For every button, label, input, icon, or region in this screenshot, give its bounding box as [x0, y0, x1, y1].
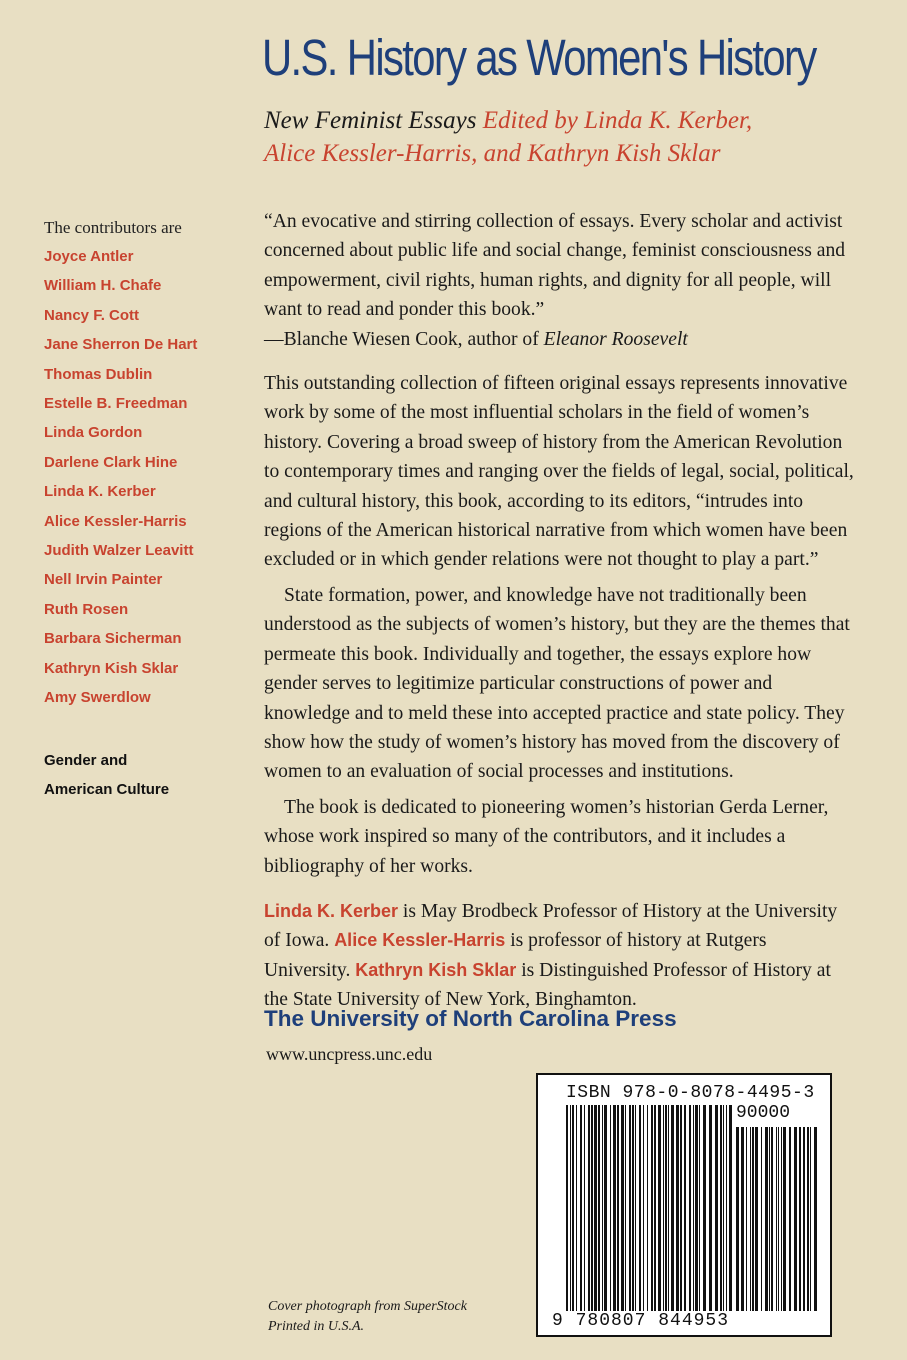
contributor-name: Barbara Sicherman	[44, 630, 182, 648]
contributor-name: Linda Gordon	[44, 424, 143, 442]
barcode-bar	[810, 1127, 811, 1311]
book-title: U.S. History as Women's History	[262, 29, 816, 86]
contributor-name: Jane Sherron De Hart	[44, 336, 198, 354]
barcode-box	[536, 1073, 832, 1337]
contributor-name: Linda K. Kerber	[44, 483, 156, 501]
contributors-sidebar	[44, 213, 244, 804]
barcode-bar	[632, 1105, 634, 1311]
subtitle-block	[264, 104, 884, 170]
barcode-bar	[580, 1105, 582, 1311]
printed-in: Printed in U.S.A.	[268, 1319, 365, 1334]
description-paragraph-1: This outstanding collection of fifteen original essays represents innovative work by some of the most influential scholars in the field of women’s history. Covering a broad sweep of history from the American Revolution to contemporary times and ranging over the fields of legal, social, political, and cultural history, this book, according to its editors, “intrudes into regions of the American historical narrative from which women have been excluded or in which gender relations were not thought to play a part.”	[264, 373, 854, 571]
barcode-bar	[621, 1105, 624, 1311]
blurb-attribution	[264, 325, 854, 354]
contributor-name: Nancy F. Cott	[44, 306, 140, 324]
barcode-bar	[658, 1105, 661, 1311]
barcode-main-bars	[566, 1105, 732, 1311]
barcode-bar	[752, 1127, 754, 1311]
barcode-bar	[566, 1105, 568, 1311]
barcode-bar	[572, 1105, 574, 1311]
barcode-bar	[598, 1105, 600, 1311]
contributor-name: Kathryn Kish Sklar	[44, 659, 179, 677]
contributor-name: Judith Walzer Leavitt	[44, 542, 194, 560]
editors-line-2: Alice Kessler-Harris, and Kathryn Kish Sklar	[264, 140, 721, 167]
barcode-bar	[703, 1105, 706, 1311]
contributor-name: Amy Swerdlow	[44, 689, 151, 707]
barcode-bar	[617, 1105, 619, 1311]
barcode-bar	[799, 1127, 801, 1311]
barcode-bar	[771, 1127, 773, 1311]
barcode-bar	[746, 1127, 747, 1311]
barcode-bar	[588, 1105, 590, 1311]
barcode-bar	[684, 1105, 686, 1311]
barcode-bar	[693, 1105, 694, 1311]
publisher-url[interactable]: www.uncpress.unc.edu	[266, 1044, 433, 1064]
barcode-bar	[594, 1105, 597, 1311]
barcode-bar	[709, 1105, 712, 1311]
barcode-bar	[680, 1105, 682, 1311]
bio-text-2: is professor of history at Rutgers University.	[264, 930, 767, 981]
bio-name-1: Linda K. Kerber	[264, 900, 399, 921]
contributor-name: Darlene Clark Hine	[44, 453, 178, 471]
contributor-name: William H. Chafe	[44, 277, 162, 295]
barcode-bar	[651, 1105, 653, 1311]
barcode-bar	[736, 1127, 739, 1311]
barcode-bar	[783, 1127, 786, 1311]
barcode-bar	[643, 1105, 644, 1311]
barcode-bar	[647, 1105, 648, 1311]
contributor-name: Thomas Dublin	[44, 365, 153, 383]
bio-name-3: Kathryn Kish Sklar	[355, 959, 517, 980]
barcode-bar	[803, 1127, 805, 1311]
barcode-addon-bars	[736, 1127, 820, 1311]
bio-text-3: is Distinguished Professor of History at the State University of New York, Binghamton.	[264, 959, 831, 1011]
barcode-bar	[676, 1105, 679, 1311]
series-name	[44, 746, 244, 804]
barcode-bar	[639, 1105, 641, 1311]
editors-line-1: Edited by Linda K. Kerber,	[482, 107, 753, 134]
barcode-digits: 9 780807 844953	[552, 1311, 730, 1331]
description-paragraph-3: The book is dedicated to pioneering women’s historian Gerda Lerner, whose work inspired so many of the contributors, and it includes a bibliography of her works.	[264, 796, 829, 877]
barcode-bar	[654, 1105, 656, 1311]
barcode-bar	[715, 1105, 718, 1311]
description-paragraph-2: State formation, power, and knowledge have not traditionally been understood as the subjects of women’s history, but they are the themes that permeate this book. Individually and together, the essays explore how gender serves to legitimize particular constructions of power and knowledge and to meld these into accepted practice and state policy. They show how the study of women’s history has moved from the discovery of women to an evaluation of social processes and institutions.	[264, 584, 850, 783]
contributor-name: Joyce Antler	[44, 248, 134, 265]
blurb	[264, 207, 854, 354]
main-text	[264, 207, 854, 1015]
blurb-quote: “An evocative and stirring collection of essays. Every scholar and activist concerned about public life and social change, feminist consciousness and empowerment, civil rights, human rights, and dignity for all people, will want to read and ponder this book.”	[264, 211, 846, 321]
barcode-bar	[689, 1105, 691, 1311]
contributors-intro: The contributors are	[44, 218, 182, 237]
barcode-bar	[761, 1127, 762, 1311]
contributor-name: Nell Irvin Painter	[44, 571, 163, 589]
barcode-bar	[591, 1105, 593, 1311]
contributor-name: Alice Kessler-Harris	[44, 512, 187, 530]
contributor-name: Ruth Rosen	[44, 600, 129, 618]
barcode-bar	[635, 1105, 636, 1311]
barcode-bar	[723, 1105, 724, 1311]
barcode-bar	[778, 1127, 779, 1311]
barcode-bar	[668, 1105, 669, 1311]
barcode-bar	[794, 1127, 797, 1311]
barcode-bar	[769, 1127, 770, 1311]
barcode-bar	[729, 1105, 732, 1311]
series-line-1: Gender and	[44, 751, 128, 769]
credits	[268, 1297, 467, 1337]
barcode-bar	[613, 1105, 616, 1311]
cover-photo-credit: Cover photograph from SuperStock	[268, 1299, 467, 1314]
barcode-bar	[781, 1127, 782, 1311]
price-code: 90000	[736, 1103, 791, 1123]
barcode-bar	[629, 1105, 631, 1311]
barcode-bar	[602, 1105, 603, 1311]
bio-name-2: Alice Kessler-Harris	[334, 930, 506, 951]
publisher-name: The University of North Carolina Press	[264, 1006, 677, 1031]
barcode-bar	[665, 1105, 667, 1311]
barcode-bar	[576, 1105, 577, 1311]
barcode-bar	[789, 1127, 791, 1311]
barcode-bar	[699, 1105, 700, 1311]
barcode-bar	[671, 1105, 674, 1311]
barcode-bar	[570, 1105, 571, 1311]
barcode-bar	[765, 1127, 768, 1311]
barcode-bar	[610, 1105, 611, 1311]
barcode-bar	[755, 1127, 758, 1311]
attribution-work: Eleanor Roosevelt	[543, 328, 688, 350]
barcode-bar	[625, 1105, 626, 1311]
barcode-bar	[584, 1105, 585, 1311]
barcode-bar	[750, 1127, 751, 1311]
barcode-bar	[814, 1127, 817, 1311]
subtitle: New Feminist Essays	[264, 107, 477, 134]
barcode-bar	[741, 1127, 744, 1311]
attribution-prefix: —Blanche Wiesen Cook, author of	[264, 328, 544, 350]
editor-bios	[264, 897, 854, 1015]
barcode-bar	[720, 1105, 722, 1311]
barcode-bar	[726, 1105, 727, 1311]
contributor-name: Estelle B. Freedman	[44, 395, 188, 413]
series-line-2: American Culture	[44, 780, 170, 798]
barcode-bar	[604, 1105, 607, 1311]
isbn-text: ISBN 978-0-8078-4495-3	[566, 1083, 815, 1103]
barcode-bar	[807, 1127, 809, 1311]
barcode-bar	[663, 1105, 664, 1311]
barcode-bar	[776, 1127, 777, 1311]
barcode-bar	[695, 1105, 698, 1311]
bio-text-1: is May Brodbeck Professor of History at the University of Iowa.	[264, 900, 838, 952]
